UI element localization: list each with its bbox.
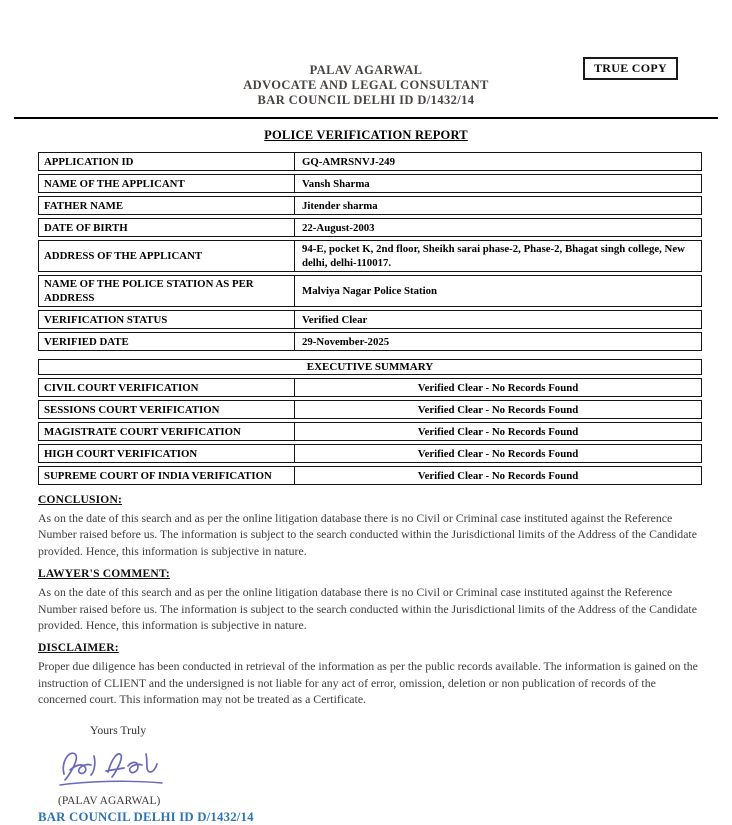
summary-label: CIVIL COURT VERIFICATION [39, 379, 295, 396]
signature-image [54, 742, 702, 794]
summary-row-magistrate-court [38, 422, 702, 441]
summary-value: Verified Clear - No Records Found [417, 469, 579, 482]
field-row-verified-date [38, 332, 702, 351]
field-value: Vansh Sharma [302, 177, 370, 190]
field-value: 22-August-2003 [302, 221, 375, 234]
signer-name: (PALAV AGARWAL) [58, 794, 161, 807]
summary-row-civil-court [38, 378, 702, 397]
field-row-police-station [38, 275, 702, 307]
report-body [38, 152, 702, 825]
field-label: VERIFICATION STATUS [39, 311, 295, 328]
field-row-verification-status [38, 310, 702, 329]
summary-row-supreme-court [38, 466, 702, 485]
summary-row-high-court [38, 444, 702, 463]
field-label: ADDRESS OF THE APPLICANT [39, 241, 295, 271]
true-copy-label: TRUE COPY [593, 61, 667, 75]
summary-label: SESSIONS COURT VERIFICATION [39, 401, 295, 418]
field-label: NAME OF THE APPLICANT [39, 175, 295, 192]
summary-label: SUPREME COURT OF INDIA VERIFICATION [39, 467, 295, 484]
section-heading: CONCLUSION: [38, 494, 122, 506]
report-title: POLICE VERIFICATION REPORT [264, 128, 468, 142]
field-label: FATHER NAME [39, 197, 295, 214]
section-heading: LAWYER'S COMMENT: [38, 568, 170, 581]
advocate-bar-id: BAR COUNCIL DELHI ID D/1432/14 [257, 93, 475, 107]
summary-value: Verified Clear - No Records Found [417, 381, 579, 394]
field-label: NAME OF THE POLICE STATION AS PER ADDRESS [39, 276, 295, 306]
field-value: Jitender sharma [302, 199, 378, 212]
field-row-application-id [38, 152, 702, 171]
summary-label: HIGH COURT VERIFICATION [39, 445, 295, 462]
header-divider [14, 117, 718, 119]
field-label: DATE OF BIRTH [39, 219, 295, 236]
summary-label: MAGISTRATE COURT VERIFICATION [39, 423, 295, 440]
closing-salutation: Yours Truly [90, 722, 147, 737]
field-value: 94-E, pocket K, 2nd floor, Sheikh sarai phase-2, Phase-2, Bhagat singh college, New delhi, delhi-110017. [302, 243, 685, 269]
summary-row-sessions-court [38, 400, 702, 419]
letterhead [0, 0, 732, 108]
summary-value: Verified Clear - No Records Found [417, 447, 579, 460]
summary-value: Verified Clear - No Records Found [417, 425, 579, 438]
field-label: APPLICATION ID [39, 153, 295, 170]
executive-summary-header: EXECUTIVE SUMMARY [38, 359, 702, 375]
section-heading: DISCLAIMER: [38, 642, 119, 655]
section-disclaimer [38, 642, 702, 707]
field-label: VERIFIED DATE [39, 333, 295, 350]
summary-value: Verified Clear - No Records Found [417, 403, 579, 416]
section-body: As on the date of this search and as per the online litigation database there is no Civil or Criminal case instituted against the Reference Number raised before us. The information is subject to the search conducted within the Jurisdictional limits of the Address of the Candidate provided. Hence, this information is subjective in nature. [38, 585, 697, 633]
advocate-designation: ADVOCATE AND LEGAL CONSULTANT [243, 78, 489, 92]
section-lawyers-comment [38, 568, 702, 633]
section-body: Proper due diligence has been conducted in retrieval of the information as per the public records available. The information is gained on the instruction of CLIENT and the undersigned is not liable for any act of error, omission, deletion or non publication of records of the concerned court. This information may not be treated as a Certificate. [38, 659, 698, 707]
field-row-father-name [38, 196, 702, 215]
field-value: Malviya Nagar Police Station [302, 285, 438, 297]
field-value: Verified Clear [302, 313, 368, 326]
advocate-name: PALAV AGARWAL [309, 63, 423, 77]
field-row-address [38, 240, 702, 272]
section-conclusion [38, 494, 702, 559]
field-value: 29-November-2025 [302, 335, 390, 348]
field-row-date-of-birth [38, 218, 702, 237]
section-body: As on the date of this search and as per the online litigation database there is no Civil or Criminal case instituted against the Reference Number raised before us. The information is subject to the search conducted within the Jurisdictional limits of the Address of the Candidate provided. Hence, this information is subjective in nature. [38, 511, 697, 558]
true-copy-stamp [583, 57, 678, 80]
signer-bar-id: BAR COUNCIL DELHI ID D/1432/14 [38, 809, 254, 824]
field-value: GQ-AMRSNVJ-249 [302, 155, 395, 168]
field-row-applicant-name [38, 174, 702, 193]
